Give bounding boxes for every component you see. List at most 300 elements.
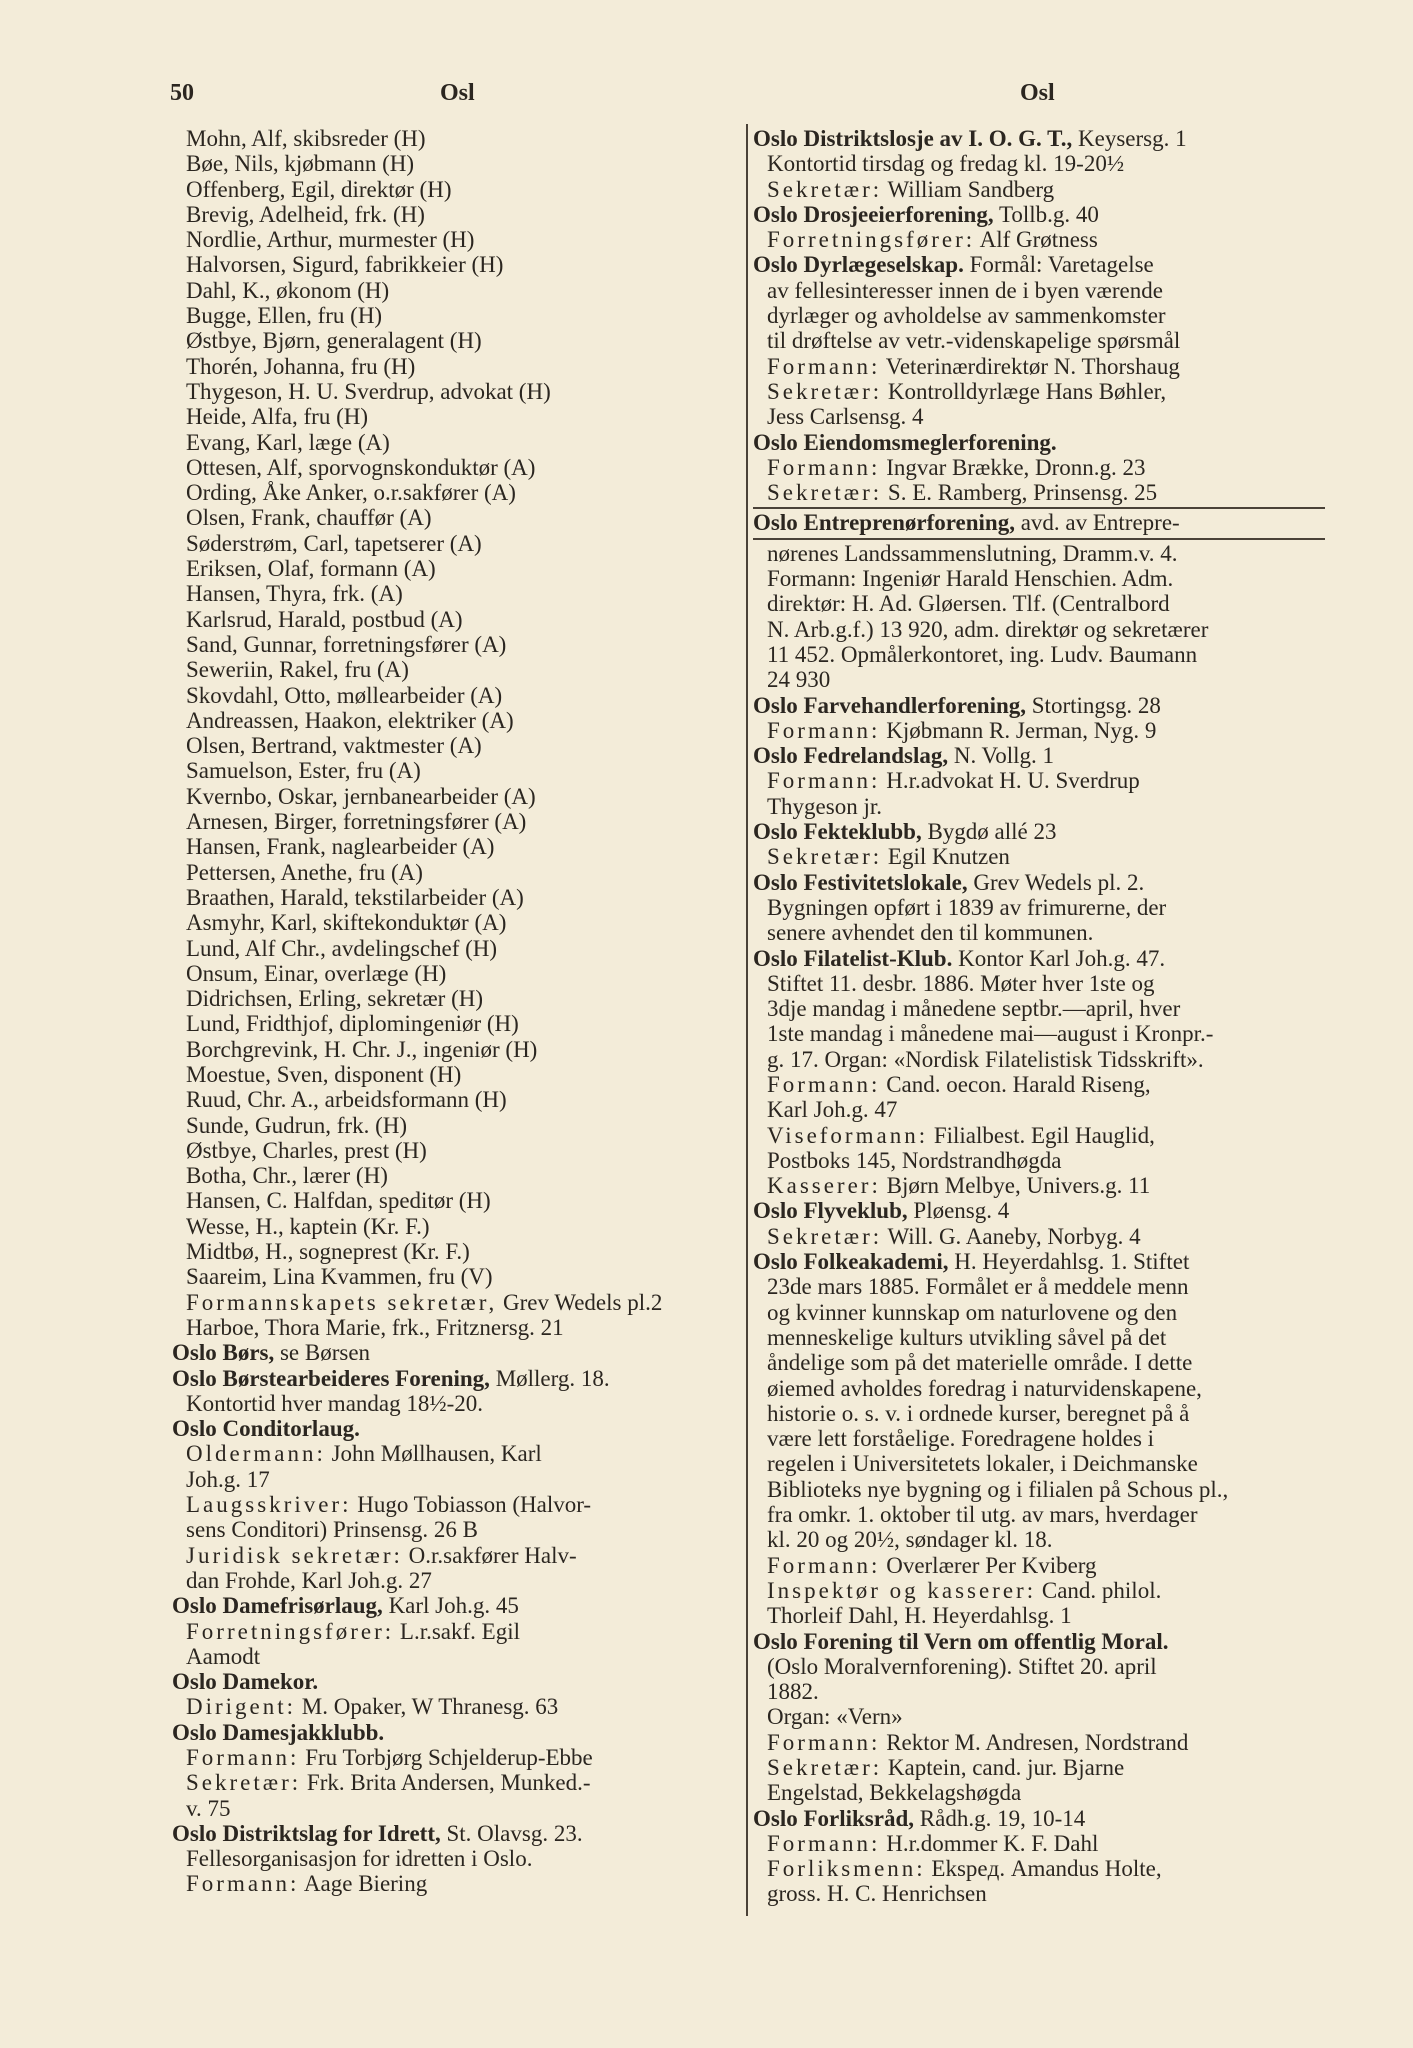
directory-line — [753, 151, 1325, 176]
role-label: Juridisk sekretær: — [186, 1542, 403, 1568]
directory-line — [172, 910, 747, 935]
right-column — [753, 126, 1325, 1907]
entry-text: Karl Joh.g. 47 — [767, 1097, 898, 1123]
role-label: Viseformann: — [767, 1122, 929, 1148]
directory-line — [753, 1881, 1325, 1906]
role-label: Formann: — [767, 454, 881, 480]
entry-text: Grev Wedels pl.2 — [497, 1289, 663, 1315]
entry-text: Hansen, C. Halfdan, speditør (H) — [186, 1188, 491, 1214]
entry-text: L.r.sakf. Egil — [394, 1618, 520, 1644]
directory-line — [753, 1198, 1325, 1223]
directory-line — [172, 278, 747, 303]
directory-line — [753, 743, 1325, 768]
entry-text: Samuelson, Ester, fru (A) — [186, 758, 421, 784]
entry-text: se Børsen — [274, 1340, 371, 1366]
entry-heading: Oslo Damefrisørlaug, — [172, 1593, 383, 1619]
entry-text: Mohn, Alf, skibsreder (H) — [186, 126, 426, 151]
entry-text: Aamodt — [186, 1643, 261, 1669]
directory-line — [753, 1477, 1325, 1502]
entry-text: Saareim, Lina Kvammen, fru (V) — [186, 1264, 493, 1290]
entry-text: Sunde, Gudrun, frk. (H) — [186, 1112, 408, 1138]
entry-text: Pløensg. 4 — [907, 1198, 1010, 1224]
directory-line — [172, 860, 747, 885]
directory-line — [753, 430, 1325, 455]
directory-line — [172, 1290, 747, 1315]
entry-heading: Oslo Fedrelandslag, — [753, 743, 949, 769]
directory-line — [753, 667, 1325, 692]
entry-text: Lund, Alf Chr., avdelingschef (H) — [186, 935, 498, 961]
directory-line — [753, 870, 1325, 895]
entry-text: øiemed avholdes foredrag i naturvidenskapene, — [767, 1375, 1202, 1401]
directory-line — [753, 455, 1325, 480]
entry-heading: Oslo Drosjeeierforening, — [753, 201, 994, 227]
entry-text: Postboks 145, Nordstrandhøgda — [767, 1147, 1062, 1173]
entry-text: 3dje mandag i månedene septbr.—april, hver — [767, 996, 1181, 1022]
directory-line — [172, 1694, 747, 1719]
entry-text: Thygeson, H. U. Sverdrup, advokat (H) — [186, 378, 551, 404]
entry-text: Borchgrevink, H. Chr. J., ingeniør (H) — [186, 1036, 538, 1062]
entry-text: Braathen, Harald, tekstilarbeider (A) — [186, 884, 524, 910]
role-label: Formann: — [767, 1830, 881, 1856]
directory-line — [753, 328, 1325, 353]
entry-text: O.r.sakfører Halv- — [402, 1542, 577, 1568]
entry-text: H. Heyerdahlsg. 1. Stiftet — [948, 1249, 1190, 1275]
directory-line — [172, 177, 747, 202]
directory-line — [172, 936, 747, 961]
role-label: Sekretær: — [186, 1770, 302, 1796]
directory-line — [753, 354, 1325, 379]
directory-line — [753, 617, 1325, 642]
entry-text: H.r.advokat H. U. Sverdrup — [880, 768, 1140, 794]
directory-line — [753, 1047, 1325, 1072]
entry-text: Filialbest. Egil Hauglid, — [928, 1122, 1155, 1148]
entry-heading: Oslo Damesjakklubb. — [172, 1719, 385, 1745]
entry-text: Wesse, H., kaptein (Kr. F.) — [186, 1213, 430, 1239]
directory-line — [172, 784, 747, 809]
directory-line — [753, 1730, 1325, 1755]
entry-text: Karl Joh.g. 45 — [382, 1593, 519, 1619]
entry-text: Hugo Tobiasson (Halvor- — [351, 1492, 592, 1518]
entry-text: Veterinærdirektør N. Thorshaug — [880, 353, 1180, 379]
entry-heading: Oslo Entreprenørforening, — [753, 510, 1015, 536]
directory-line — [172, 151, 747, 176]
entry-heading: Oslo Damekor. — [172, 1669, 319, 1695]
entry-text: Østbye, Bjørn, generalagent (H) — [186, 328, 482, 354]
directory-line — [753, 819, 1325, 844]
directory-line — [172, 1720, 747, 1745]
role-label: Formann: — [186, 1745, 300, 1770]
directory-line — [753, 1401, 1325, 1426]
directory-line — [753, 1451, 1325, 1476]
entry-text: Fru Torbjørg Schjelderup-Ebbe — [299, 1745, 593, 1770]
entry-text: H.r.dommer K. F. Dahl — [880, 1830, 1099, 1856]
entry-heading: Oslo Dyrlægeselskap. — [753, 252, 964, 278]
directory-line — [753, 1072, 1325, 1097]
directory-line — [172, 1517, 747, 1542]
entry-text: Tollb.g. 40 — [993, 201, 1099, 227]
entry-heading: Oslo Børstearbeideres Forening, — [172, 1365, 490, 1391]
role-label: Forretningsfører: — [186, 1618, 395, 1644]
entry-text: og kvinner kunnskap om naturlovene og den — [767, 1299, 1178, 1325]
directory-line — [753, 794, 1325, 819]
directory-line — [172, 1340, 747, 1365]
directory-line — [172, 379, 747, 404]
entry-text: John Møllhausen, Karl — [325, 1441, 542, 1467]
directory-line — [172, 1770, 747, 1795]
directory-line — [753, 642, 1325, 667]
directory-line — [753, 1679, 1325, 1704]
entry-underline — [753, 507, 1325, 509]
entry-text: Evang, Karl, læge (A) — [186, 429, 390, 455]
role-label: Forliksmenn: — [767, 1856, 926, 1882]
role-label: Sekretær: — [767, 844, 883, 870]
entry-heading: Oslo Distriktslosje av I. O. G. T., — [753, 126, 1073, 151]
entry-text: Møllerg. 18. — [489, 1365, 610, 1391]
entry-text: Onsum, Einar, overlæge (H) — [186, 960, 447, 986]
directory-line — [753, 1755, 1325, 1780]
entry-text: Søderstrøm, Carl, tapetserer (A) — [186, 530, 482, 556]
role-label: Kasserer: — [767, 1173, 881, 1199]
left-column — [172, 126, 747, 1897]
directory-line — [753, 971, 1325, 996]
role-label: Formann: — [767, 1071, 881, 1097]
entry-text: Cand. oecon. Harald Riseng, — [880, 1071, 1151, 1097]
role-label: Formann: — [186, 1871, 300, 1897]
entry-text: Thygeson jr. — [767, 793, 882, 819]
directory-line — [753, 1426, 1325, 1451]
directory-line — [172, 961, 747, 986]
directory-line — [753, 1629, 1325, 1654]
directory-line — [172, 1745, 747, 1770]
entry-text: Organ: «Vern» — [767, 1704, 903, 1730]
entry-text: Midtbø, H., sogneprest (Kr. F.) — [186, 1239, 470, 1265]
entry-text: Seweriin, Rakel, fru (A) — [186, 657, 409, 683]
entry-text: Kontortid tirsdag og fredag kl. 19-20½ — [767, 151, 1125, 177]
directory-line — [753, 126, 1325, 151]
entry-text: Formål: Varetagelse — [963, 252, 1154, 278]
entry-text: Bøe, Nils, kjøbmann (H) — [186, 151, 415, 177]
directory-line — [753, 202, 1325, 227]
entry-text: Ottesen, Alf, sporvognskonduktør (A) — [186, 454, 536, 480]
entry-text: Bygdø allé 23 — [921, 819, 1057, 845]
role-label: Formann: — [767, 353, 881, 379]
entry-text: Stortingsg. 28 — [1026, 692, 1161, 718]
directory-line — [753, 1704, 1325, 1729]
entry-text: St. Olavsg. 23. — [440, 1820, 583, 1846]
directory-line — [172, 126, 747, 151]
entry-text: Arnesen, Birger, forretningsfører (A) — [186, 809, 527, 835]
entry-text: Ekspeд. Amandus Holte, — [925, 1856, 1162, 1882]
directory-line — [172, 556, 747, 581]
entry-text: Brevig, Adelheid, frk. (H) — [186, 201, 425, 227]
directory-line — [753, 591, 1325, 616]
entry-text: Stiftet 11. desbr. 1886. Møter hver 1ste og — [767, 970, 1155, 996]
entry-text: Aage Biering — [299, 1871, 428, 1897]
entry-text: Ingvar Brække, Dronn.g. 23 — [880, 454, 1146, 480]
directory-line — [172, 480, 747, 505]
directory-line — [753, 996, 1325, 1021]
directory-line — [753, 1224, 1325, 1249]
directory-line — [172, 1239, 747, 1264]
entry-text: Thorleif Dahl, H. Heyerdahlsg. 1 — [767, 1603, 1072, 1629]
directory-line — [172, 1416, 747, 1441]
role-label: Formann: — [767, 768, 881, 794]
entry-text: Botha, Chr., lærer (H) — [186, 1163, 388, 1189]
directory-line — [172, 1796, 747, 1821]
entry-text: Dahl, K., økonom (H) — [186, 277, 390, 303]
directory-line — [172, 1011, 747, 1036]
entry-heading: Oslo Folkeakademi, — [753, 1249, 949, 1275]
entry-text: dan Frohde, Karl Joh.g. 27 — [186, 1567, 432, 1593]
entry-underline — [753, 538, 1325, 540]
left-running-head: Osl — [440, 80, 475, 106]
role-label: Sekretær: — [767, 176, 883, 202]
directory-line — [172, 1669, 747, 1694]
entry-text: 24 930 — [767, 667, 831, 693]
entry-heading: Oslo Distriktslag for Idrett, — [172, 1820, 441, 1846]
directory-line — [172, 1568, 747, 1593]
directory-line — [172, 1391, 747, 1416]
entry-text: Harboe, Thora Marie, frk., Fritznersg. 21 — [186, 1314, 564, 1340]
entry-text: Frk. Brita Andersen, Munked.- — [301, 1770, 591, 1796]
directory-line — [172, 1113, 747, 1138]
directory-line — [172, 1062, 747, 1087]
directory-line — [172, 202, 747, 227]
entry-text: Hansen, Frank, naglearbeider (A) — [186, 834, 495, 860]
directory-line — [753, 844, 1325, 869]
directory-line — [172, 1315, 747, 1340]
directory-line — [172, 834, 747, 859]
entry-text: Bugge, Ellen, fru (H) — [186, 303, 383, 329]
directory-line — [753, 404, 1325, 429]
entry-text: Ording, Åke Anker, o.r.sakfører (A) — [186, 480, 516, 506]
directory-line — [753, 1502, 1325, 1527]
entry-text: av fellesinteresser innen de i byen værende — [767, 277, 1163, 303]
directory-line — [172, 1492, 747, 1517]
directory-line — [753, 480, 1325, 505]
directory-line — [753, 177, 1325, 202]
directory-line — [172, 1543, 747, 1568]
entry-text: fra omkr. 1. oktober til utg. av mars, hverdager — [767, 1502, 1198, 1528]
role-label: Forretningsfører: — [767, 227, 976, 253]
entry-heading: Oslo Farvehandlerforening, — [753, 692, 1027, 718]
directory-line — [753, 1553, 1325, 1578]
directory-line — [753, 510, 1325, 535]
entry-heading: Oslo Forening til Vern om offentlig Moral. — [753, 1628, 1169, 1654]
entry-text: Eriksen, Olaf, formann (A) — [186, 556, 436, 582]
entry-text: Bygningen opført i 1839 av frimurerne, der — [767, 894, 1167, 920]
directory-line — [753, 1325, 1325, 1350]
entry-text: direktør: H. Ad. Gløersen. Tlf. (Centralbord — [767, 591, 1170, 617]
entry-text: Kontortid hver mandag 18½-20. — [186, 1390, 484, 1416]
directory-line — [753, 1376, 1325, 1401]
entry-text: regelen i Universitetets lokaler, i Deichmanske — [767, 1451, 1198, 1477]
directory-line — [753, 1780, 1325, 1805]
directory-line — [753, 227, 1325, 252]
entry-text: Engelstad, Bekkelagshøgda — [767, 1780, 1022, 1806]
directory-line — [172, 657, 747, 682]
entry-text: Asmyhr, Karl, skiftekonduktør (A) — [186, 910, 507, 936]
directory-line — [753, 566, 1325, 591]
entry-text: Karlsrud, Harald, postbud (A) — [186, 606, 463, 632]
directory-line — [172, 1619, 747, 1644]
directory-line — [753, 1527, 1325, 1552]
directory-line — [172, 809, 747, 834]
entry-text: Olsen, Bertrand, vaktmester (A) — [186, 733, 482, 759]
entry-text: Moestue, Sven, disponent (H) — [186, 1061, 462, 1087]
entry-text: 1882. — [767, 1679, 819, 1705]
entry-heading: Oslo Børs, — [172, 1340, 275, 1366]
entry-text: Andreassen, Haakon, elektriker (A) — [186, 707, 514, 733]
directory-line — [172, 1821, 747, 1846]
directory-line — [753, 1148, 1325, 1173]
entry-text: Rådh.g. 19, 10-14 — [914, 1805, 1086, 1831]
entry-text: Ruud, Chr. A., arbeidsformann (H) — [186, 1087, 507, 1113]
directory-line — [753, 541, 1325, 566]
entry-text: Kontor Karl Joh.g. 47. — [952, 945, 1166, 971]
role-label: Oldermann: — [186, 1441, 326, 1467]
entry-text: Heide, Alfa, fru (H) — [186, 404, 369, 430]
entry-text: være lett forståelige. Foredragene holdes i — [767, 1426, 1155, 1452]
directory-line — [753, 718, 1325, 743]
right-running-head: Osl — [1020, 80, 1055, 106]
entry-text: kl. 20 og 20½, søndager kl. 18. — [767, 1527, 1053, 1553]
directory-line — [172, 1846, 747, 1871]
directory-line — [172, 430, 747, 455]
directory-line — [753, 303, 1325, 328]
entry-text: (Oslo Moralvernforening). Stiftet 20. april — [767, 1653, 1157, 1679]
entry-text: William Sandberg — [882, 176, 1055, 202]
entry-heading: Oslo Filatelist-Klub. — [753, 945, 953, 971]
role-label: Formann: — [767, 1552, 881, 1578]
directory-line — [753, 1856, 1325, 1881]
entry-text: Egil Knutzen — [882, 844, 1010, 870]
entry-text: Kjøbmann R. Jerman, Nyg. 9 — [880, 717, 1157, 743]
directory-line — [172, 455, 747, 480]
entry-text: Rektor M. Andresen, Nordstrand — [880, 1729, 1189, 1755]
entry-text: Cand. philol. — [1036, 1577, 1162, 1603]
entry-text: Fellesorganisasjon for idretten i Oslo. — [186, 1846, 533, 1872]
entry-heading: Oslo Forliksråd, — [753, 1805, 915, 1831]
entry-text: S. E. Ramberg, Prinsensg. 25 — [882, 480, 1158, 506]
entry-text: Overlærer Per Kviberg — [880, 1552, 1097, 1578]
entry-text: Bjørn Melbye, Univers.g. 11 — [880, 1173, 1151, 1199]
entry-text: menneskelige kulturs utvikling såvel på det — [767, 1324, 1167, 1350]
entry-text: Keysersg. 1 — [1072, 126, 1187, 151]
role-label: Inspektør og kasserer: — [767, 1577, 1037, 1603]
role-label: Formann: — [767, 1729, 881, 1755]
directory-line — [172, 1467, 747, 1492]
role-label: Sekretær: — [767, 378, 883, 404]
directory-line — [172, 1163, 747, 1188]
role-label: Sekretær: — [767, 1223, 883, 1249]
entry-text: Lund, Fridthjof, diplomingeniør (H) — [186, 1011, 519, 1037]
directory-line — [753, 1249, 1325, 1274]
directory-line — [753, 1173, 1325, 1198]
entry-text: 11 452. Opmålerkontoret, ing. Ludv. Baumann — [767, 641, 1198, 667]
directory-line — [172, 632, 747, 657]
directory-line — [172, 1871, 747, 1896]
entry-text: N. Vollg. 1 — [948, 743, 1054, 769]
directory-line — [172, 505, 747, 530]
directory-line — [172, 1593, 747, 1618]
entry-text: til drøftelse av vetr.-videnskapelige spørsmål — [767, 328, 1181, 354]
directory-line — [172, 227, 747, 252]
directory-line — [172, 1087, 747, 1112]
entry-text: Biblioteks nye bygning og i filialen på Schous pl., — [767, 1476, 1229, 1502]
directory-line — [172, 1264, 747, 1289]
entry-text: Olsen, Frank, chauffør (A) — [186, 505, 432, 531]
directory-line — [172, 354, 747, 379]
directory-line — [172, 252, 747, 277]
entry-text: Will. G. Aaneby, Norbyg. 4 — [882, 1223, 1141, 1249]
entry-text: nørenes Landssammenslutning, Dramm.v. 4. — [767, 540, 1178, 566]
column-divider — [746, 124, 748, 1916]
directory-line — [753, 1350, 1325, 1375]
directory-line — [753, 1806, 1325, 1831]
directory-line — [753, 693, 1325, 718]
entry-text: avd. av Entrepre- — [1014, 510, 1180, 536]
directory-line — [172, 885, 747, 910]
role-label: Formannskapets sekretær, — [186, 1289, 498, 1315]
directory-line — [753, 1274, 1325, 1299]
directory-line — [753, 1578, 1325, 1603]
directory-line — [753, 1021, 1325, 1046]
role-label: Sekretær: — [767, 480, 883, 506]
directory-line — [753, 278, 1325, 303]
directory-line — [753, 1831, 1325, 1856]
entry-text: Didrichsen, Erling, sekretær (H) — [186, 986, 484, 1012]
directory-line — [172, 303, 747, 328]
directory-line — [172, 1366, 747, 1391]
directory-line — [172, 986, 747, 1011]
entry-text: 1ste mandag i månedene mai—august i Kronpr.- — [767, 1021, 1214, 1047]
entry-heading: Oslo Flyveklub, — [753, 1198, 908, 1224]
entry-text: Nordlie, Arthur, murmester (H) — [186, 227, 475, 253]
directory-line — [172, 1441, 747, 1466]
entry-text: v. 75 — [186, 1795, 231, 1821]
entry-text: historie o. s. v. i ordnede kurser, beregnet på å — [767, 1400, 1190, 1426]
directory-line — [753, 1123, 1325, 1148]
entry-text: Hansen, Thyra, frk. (A) — [186, 581, 403, 607]
directory-line — [172, 708, 747, 733]
entry-text: Sand, Gunnar, forretningsfører (A) — [186, 631, 507, 657]
entry-text: Halvorsen, Sigurd, fabrikkeier (H) — [186, 252, 504, 278]
directory-line — [172, 1037, 747, 1062]
entry-heading: Oslo Festivitetslokale, — [753, 869, 968, 895]
entry-text: g. 17. Organ: «Nordisk Filatelistisk Tidsskrift». — [767, 1046, 1204, 1072]
entry-text: Joh.g. 17 — [186, 1466, 270, 1492]
role-label: Laugsskriver: — [186, 1492, 352, 1518]
directory-line — [753, 946, 1325, 971]
entry-heading: Oslo Eiendomsmeglerforening. — [753, 429, 1057, 455]
directory-line — [172, 1138, 747, 1163]
directory-line — [753, 1654, 1325, 1679]
entry-text: Grev Wedels pl. 2. — [967, 869, 1145, 895]
role-label: Formann: — [767, 717, 881, 743]
entry-text: Alf Grøtness — [975, 227, 1098, 253]
entry-text: Formann: Ingeniør Harald Henschien. Adm. — [767, 566, 1174, 592]
entry-text: sens Conditori) Prinsensg. 26 B — [186, 1517, 478, 1543]
page-number: 50 — [170, 80, 194, 106]
entry-heading: Oslo Fekteklubb, — [753, 819, 922, 845]
directory-line — [753, 920, 1325, 945]
directory-line — [753, 1097, 1325, 1122]
entry-text: Kontrolldyrlæge Hans Bøhler, — [882, 378, 1167, 404]
directory-line — [172, 758, 747, 783]
directory-line — [753, 768, 1325, 793]
entry-text: Jess Carlsensg. 4 — [767, 404, 924, 430]
